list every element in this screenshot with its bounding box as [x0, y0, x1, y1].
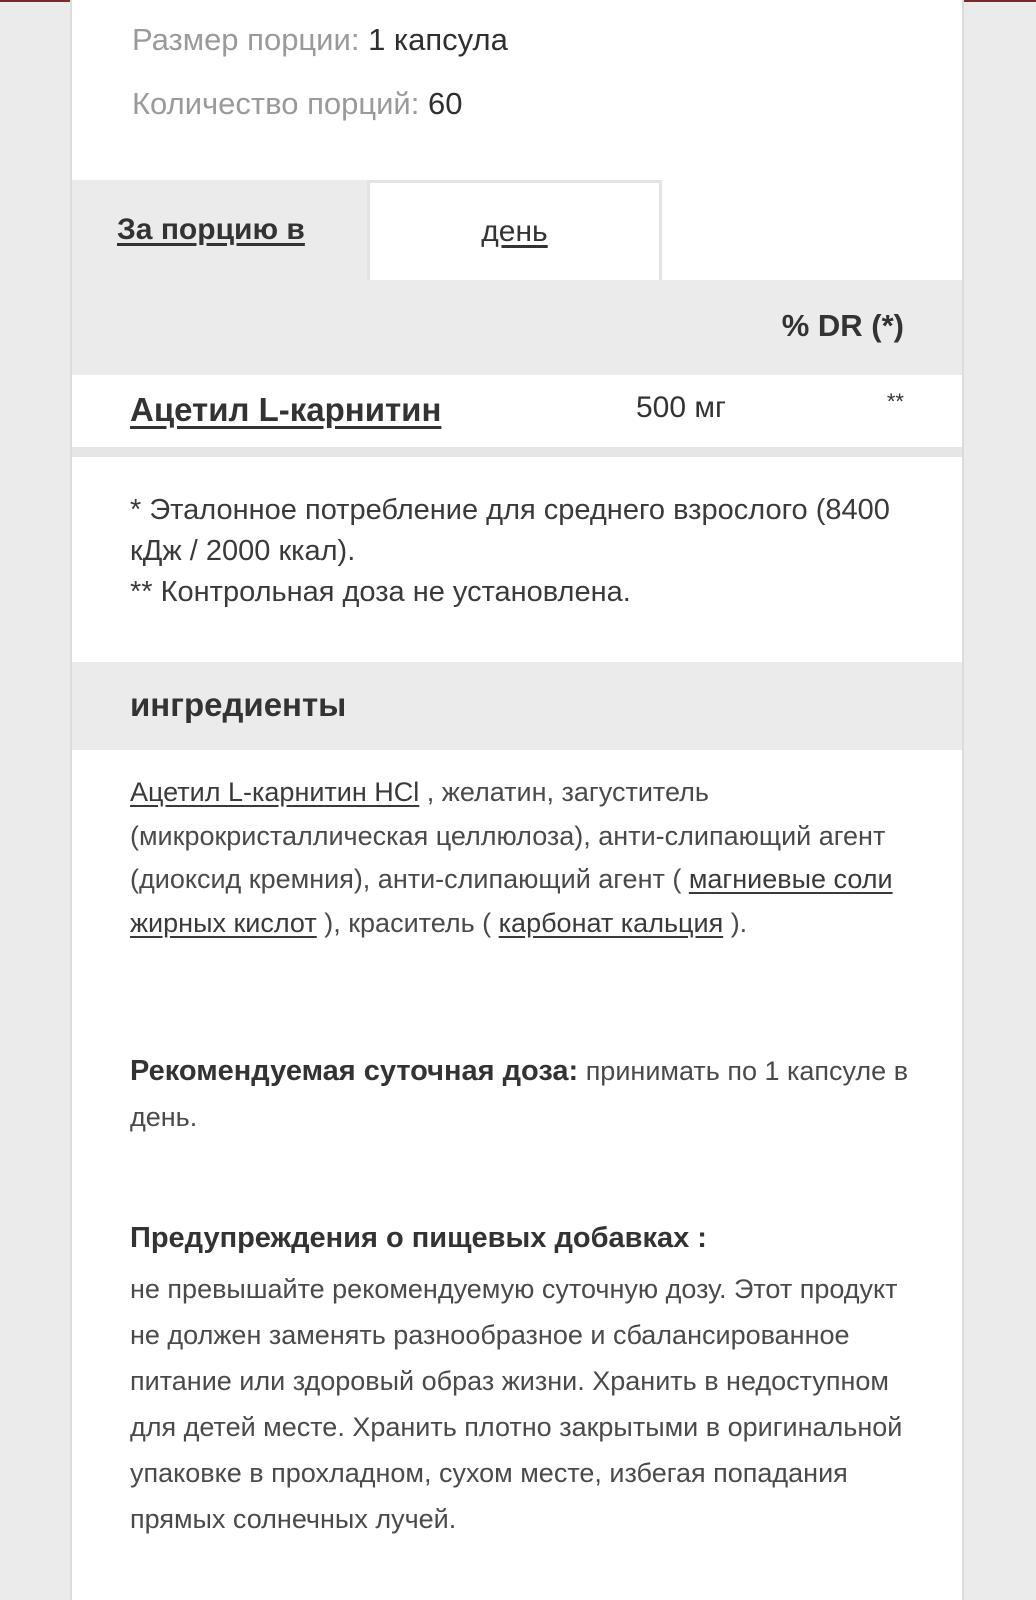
warnings-text: не превышайте рекомендуемую суточную дозу. Этот продукт не должен заменять разнообразное и сбалансированное питание или здоровый образ жизни. Хранить в недоступном для детей месте. Хранить плотно закрытыми в оригинальной упаковке в прохладном, сухом месте, избегая попадания прямых солнечных лучей. [130, 1274, 903, 1534]
nutrition-table-header [72, 280, 962, 375]
ingredient-link-acetyl-carnitine[interactable]: Ацетил L-карнитин HCl [130, 777, 420, 807]
serving-size-label: Размер порции: [132, 22, 360, 57]
ingredients-text-part: ). [723, 907, 748, 938]
ingredient-link-calcium-carbonate[interactable]: карбонат кальция [498, 907, 724, 938]
footnote-no-reference-dose: ** Контрольная доза не установлена. [130, 576, 631, 608]
table-row [72, 375, 962, 457]
nutrient-name-link[interactable]: Ацетил L-карнитин [130, 391, 442, 428]
ingredients-text-part: ), краситель ( [316, 907, 499, 938]
ingredient-link-magnesium-salts[interactable]: магниевые соли жирных кислот [130, 864, 893, 938]
recommended-dose-label: Рекомендуемая суточная доза: [130, 1055, 579, 1087]
tab-per-day[interactable]: день [367, 180, 662, 280]
warnings-title: Предупреждения о пищевых добавках : [130, 1222, 707, 1254]
ingredients-section-header [72, 662, 962, 750]
nutrition-tabs [72, 180, 962, 280]
product-info-card [70, 0, 964, 1600]
dr-column-header: % DR (*) [781, 308, 904, 343]
ingredients-title: ингредиенты [130, 686, 347, 723]
nutrient-amount: 500 мг [636, 391, 726, 424]
recommended-dose [130, 1048, 920, 1140]
table-footnotes [130, 490, 910, 613]
tab-per-serving[interactable]: За порцию в [72, 180, 367, 280]
ingredients-text [130, 771, 920, 945]
servings-count [132, 86, 462, 122]
serving-size [132, 22, 508, 58]
servings-count-label: Количество порций: [132, 86, 420, 121]
servings-count-value: 60 [427, 86, 463, 121]
serving-size-value: 1 капсула [368, 22, 508, 57]
recommended-dose-text: принимать по 1 капсуле в день. [130, 1056, 909, 1132]
nutrient-dr-value: ** [886, 389, 904, 414]
footnote-reference-intake: * Эталонное потребление для среднего взрослого (8400 кДж / 2000 ккал). [130, 494, 890, 567]
ingredients-text-part: , желатин, загуститель (микрокристаллическая целлюлоза), анти-слипающий агент (диоксид кремния), анти-слипающий агент ( [130, 777, 886, 894]
